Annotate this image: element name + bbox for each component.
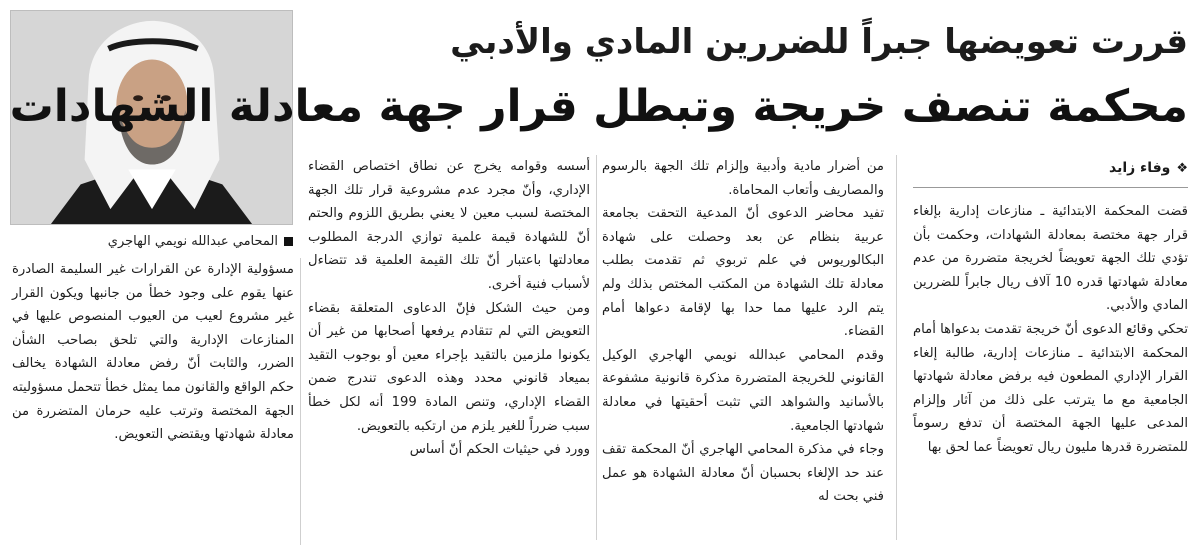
byline-author: وفاء زايد: [1108, 160, 1171, 176]
paragraph: مسؤولية الإدارة عن القرارات غير السليمة الصادرة عنها يقوم على وجود خطأ من جانبها ويكون القرار غير مشروع لعيب من العيوب المنصوص عليها في المنازعات الإدارية والتي تلحق بصاحب الشأن الضرر، والثابت أنّ رفض معادلة الشهادة يخالف حكم الواقع والقانون مما يمثل خطأ تتحمل مسؤوليته الجهة المختصة وترتب عليه حرمان المتضررة من معادلة شهادتها ويقتضي التعويض.: [12, 262, 294, 443]
paragraph: تفيد محاضر الدعوى أنّ المدعية التحقت بجامعة عربية بنظام عن بعد وحصلت على شهادة البكالوريوس في علم تربوي ثم تقدمت بطلب معادلة تلك الشهادة من المكتب المختص بذلك ولم يتم الرد عليها مما حدا بها لإقامة دعواها أمام القضاء.: [602, 206, 884, 340]
black-square-bullet-icon: [284, 237, 293, 246]
article-column-2: [602, 155, 884, 540]
column-divider: [300, 258, 301, 545]
column-divider: [896, 155, 897, 540]
star-bullet-icon: ❖: [1176, 161, 1188, 176]
article-kicker: قررت تعويضها جبراً للضررين المادي والأدبي: [450, 22, 1188, 62]
byline-divider: [913, 187, 1188, 188]
paragraph: ومن حيث الشكل فإنّ الدعاوى المتعلقة بقضاء التعويض التي لم تتقادم يرفعها أصحابها من غير أن يكونوا ملزمين بالتقيد بإجراء معين أو بوجوب التقيد بميعاد قانوني محدد وهذه الدعوى تندرج ضمن القضاء الإداري، وتنص المادة 199 أنه لكل خطأ سبب ضرراً للغير يلزم من ارتكبه بالتعويض.: [308, 300, 590, 434]
paragraph: أسسه وقوامه يخرج عن نطاق اختصاص القضاء الإداري، وأنّ مجرد عدم مشروعية قرار تلك الجهة المختصة لسبب معين لا يعني بطريق اللزوم والحتم أنّ للشهادة قيمة علمية توازي الدرجة المطلوب معادلتها باعتبار أنّ تلك القيمة العلمية قد تتضاءل لأسباب فنية أخرى.: [308, 159, 590, 292]
article-byline: [913, 155, 1188, 181]
article-column-3: [308, 155, 590, 540]
paragraph: قضت المحكمة الابتدائية ـ منازعات إدارية بإلغاء قرار جهة مختصة بمعادلة الشهادات، وحكمت بأن تؤدي تلك الجهة تعويضاً لخريجة متضررة من عدم معادلة شهادتها قدره 10 آلاف ريال جابراً للضررين المادي والأدبي.: [913, 204, 1188, 314]
paragraph: تحكي وقائع الدعوى أنّ خريجة تقدمت بدعواها أمام المحكمة الابتدائية ـ منازعات إدارية، طالبة إلغاء القرار الإداري المطعون فيه برفض معادلة شهادتها الجامعية مع ما يترتب على ذلك من آثار وإلزام المدعى عليها الجهة المختصة أن تدفع رسوماً للمتضررة قدرها مليون ريال تعويضاً عما لحق بها: [913, 321, 1188, 455]
photo-caption: [10, 232, 293, 252]
article-column-4: [12, 258, 294, 545]
paragraph: من أضرار مادية وأدبية وإلزام تلك الجهة بالرسوم والمصاريف وأتعاب المحاماة.: [602, 159, 884, 198]
column-divider: [596, 155, 597, 540]
article-column-1: [913, 200, 1188, 545]
paragraph: وجاء في مذكرة المحامي الهاجري أنّ المحكمة تقف عند حد الإلغاء بحسبان أنّ معادلة الشهادة هو عمل فني بحت له: [602, 442, 884, 505]
photo-caption-text: المحامي عبدالله نويمي الهاجري: [107, 234, 278, 249]
paragraph: وورد في حيثيات الحكم أنّ أساس: [409, 442, 590, 458]
paragraph: وقدم المحامي عبدالله نويمي الهاجري الوكيل القانوني للخريجة المتضررة مذكرة قانونية مشفوعة بالأسانيد والشواهد التي تثبت أحقيتها في معادلة شهادتها الجامعية.: [602, 347, 884, 434]
article-headline: محكمة تنصف خريجة وتبطل قرار جهة معادلة الشهادات: [9, 81, 1188, 132]
